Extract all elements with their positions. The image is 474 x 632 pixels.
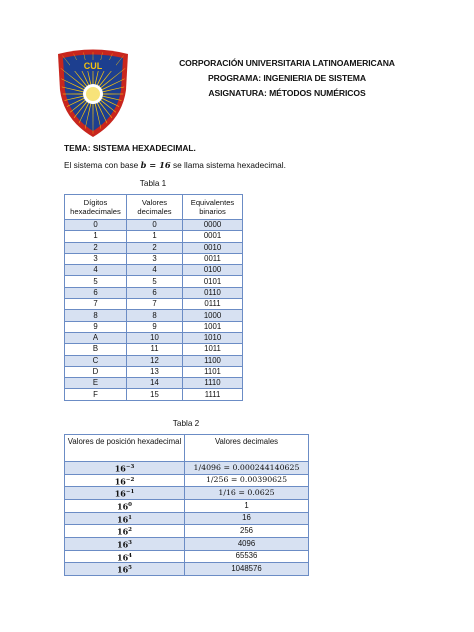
intro-paragraph (64, 160, 286, 170)
table-cell: 0001 (183, 231, 243, 242)
table-row (65, 265, 243, 276)
power-exponent: −2 (125, 476, 135, 483)
program-name: PROGRAMA: INGENIERIA DE SISTEMA (208, 73, 366, 83)
table-cell: 1110 (183, 378, 243, 389)
table-row (65, 537, 309, 550)
table-cell: 7 (127, 299, 183, 310)
position-value-cell (65, 550, 185, 563)
table-cell: 5 (65, 276, 127, 287)
power-exponent: 5 (128, 565, 132, 572)
table-row (65, 299, 243, 310)
table-cell: 1100 (183, 355, 243, 366)
table-row (65, 474, 309, 487)
table-cell: 3 (127, 253, 183, 264)
position-value-cell (65, 525, 185, 538)
institution-name: CORPORACIÓN UNIVERSITARIA LATINOAMERICANA (179, 58, 395, 68)
table-cell: 3 (65, 253, 127, 264)
table-header-row (65, 195, 243, 220)
column-header: Valores de posición hexadecimal (65, 435, 185, 462)
power-exponent: 2 (128, 527, 132, 534)
table-cell: 7 (65, 299, 127, 310)
table-row (65, 499, 309, 512)
power-base: 16 (114, 463, 126, 474)
intro-math: b = 16 (140, 160, 171, 170)
decimal-value-cell: 256 (185, 525, 309, 538)
table-cell: 1 (65, 231, 127, 242)
table-cell: 10 (127, 332, 183, 343)
table-cell: 0000 (183, 220, 243, 231)
decimal-value-cell: 4096 (185, 537, 309, 550)
table-cell: 1011 (183, 344, 243, 355)
table-cell: 2 (65, 242, 127, 253)
table-cell: 4 (65, 265, 127, 276)
column-header: Equivalentes binarios (183, 195, 243, 220)
position-value-cell (65, 512, 185, 525)
table-cell: 6 (127, 287, 183, 298)
subject-name: ASIGNATURA: MÉTODOS NUMÉRICOS (208, 88, 366, 98)
power-base: 16 (114, 476, 126, 487)
decimal-value-cell: 65536 (185, 550, 309, 563)
table-row (65, 550, 309, 563)
table1-caption: Tabla 1 (139, 179, 167, 188)
table-cell: 13 (127, 366, 183, 377)
table-cell: 8 (65, 310, 127, 321)
table-cell: D (65, 366, 127, 377)
power-base: 16 (114, 488, 126, 499)
position-value-cell (65, 487, 185, 500)
table-row (65, 366, 243, 377)
table-cell: 1 (127, 231, 183, 242)
power-base: 16 (117, 501, 129, 512)
position-value-cell (65, 563, 185, 576)
table-cell: B (65, 344, 127, 355)
table-cell: 0011 (183, 253, 243, 264)
position-value-cell (65, 462, 185, 475)
logo-text: CUL (83, 61, 103, 71)
table-cell: C (65, 355, 127, 366)
power-base: 16 (117, 514, 129, 525)
column-header: Valores decimales (185, 435, 309, 462)
table-cell: 6 (65, 287, 127, 298)
table-cell: 1000 (183, 310, 243, 321)
position-value-cell (65, 474, 185, 487)
power-base: 16 (117, 552, 129, 563)
table-cell: 0101 (183, 276, 243, 287)
header-block (120, 58, 454, 103)
table-row (65, 525, 309, 538)
power-base: 16 (117, 526, 129, 537)
table-cell: 9 (127, 321, 183, 332)
table-cell: 1111 (183, 389, 243, 400)
table-cell: 11 (127, 344, 183, 355)
power-exponent: 4 (128, 552, 132, 559)
decimal-value-cell: 1 (185, 499, 309, 512)
table-cell: 15 (127, 389, 183, 400)
topic-heading: TEMA: SISTEMA HEXADECIMAL. (64, 143, 196, 153)
table-cell: 0010 (183, 242, 243, 253)
power-exponent: −3 (125, 464, 135, 470)
table-cell: 1101 (183, 366, 243, 377)
power-exponent: 0 (128, 501, 132, 508)
power-exponent: −1 (125, 489, 135, 496)
table-row (65, 344, 243, 355)
table-cell: 0 (127, 220, 183, 231)
column-header: Valores decimales (127, 195, 183, 220)
table-row (65, 512, 309, 525)
power-base: 16 (117, 539, 129, 550)
intro-text-after: se llama sistema hexadecimal. (170, 160, 286, 170)
position-value-cell (65, 499, 185, 512)
table-row (65, 276, 243, 287)
table-cell: 9 (65, 321, 127, 332)
table-cell: 1001 (183, 321, 243, 332)
table-cell: E (65, 378, 127, 389)
column-header: Dígitos hexadecimales (65, 195, 127, 220)
table-cell: 4 (127, 265, 183, 276)
table-cell: 12 (127, 355, 183, 366)
table-row (65, 563, 309, 576)
table-cell: 0111 (183, 299, 243, 310)
table-row (65, 220, 243, 231)
decimal-value-cell: 1048576 (185, 563, 309, 576)
table-cell: 8 (127, 310, 183, 321)
power-exponent: 3 (128, 539, 132, 546)
table-cell: 5 (127, 276, 183, 287)
position-value-cell (65, 537, 185, 550)
table-row (65, 487, 309, 500)
table-cell: 14 (127, 378, 183, 389)
table-header-row (65, 435, 309, 462)
table-row (65, 253, 243, 264)
table-row (65, 332, 243, 343)
table-row (65, 462, 309, 475)
power-exponent: 1 (128, 514, 132, 521)
decimal-value-cell: 1/256 = 0.00390625 (185, 474, 309, 487)
table-cell: 0110 (183, 287, 243, 298)
table-cell: A (65, 332, 127, 343)
table-row (65, 287, 243, 298)
table-cell: 0 (65, 220, 127, 231)
table-row (65, 231, 243, 242)
intro-text-before: El sistema con base (64, 160, 141, 170)
table-row (65, 355, 243, 366)
table-row (65, 321, 243, 332)
table-cell: 0100 (183, 265, 243, 276)
decimal-value-cell: 1/4096 = 0.000244140625 (185, 462, 309, 475)
hex-position-values-table (64, 434, 309, 576)
table-cell: 2 (127, 242, 183, 253)
hex-digits-table (64, 194, 243, 401)
table-row (65, 310, 243, 321)
table-cell: F (65, 389, 127, 400)
table-cell: 1010 (183, 332, 243, 343)
table-row (65, 242, 243, 253)
decimal-value-cell: 16 (185, 512, 309, 525)
decimal-value-cell: 1/16 = 0.0625 (185, 487, 309, 500)
power-base: 16 (117, 564, 129, 575)
table2-caption: Tabla 2 (172, 419, 200, 428)
table-row (65, 378, 243, 389)
table-row (65, 389, 243, 400)
